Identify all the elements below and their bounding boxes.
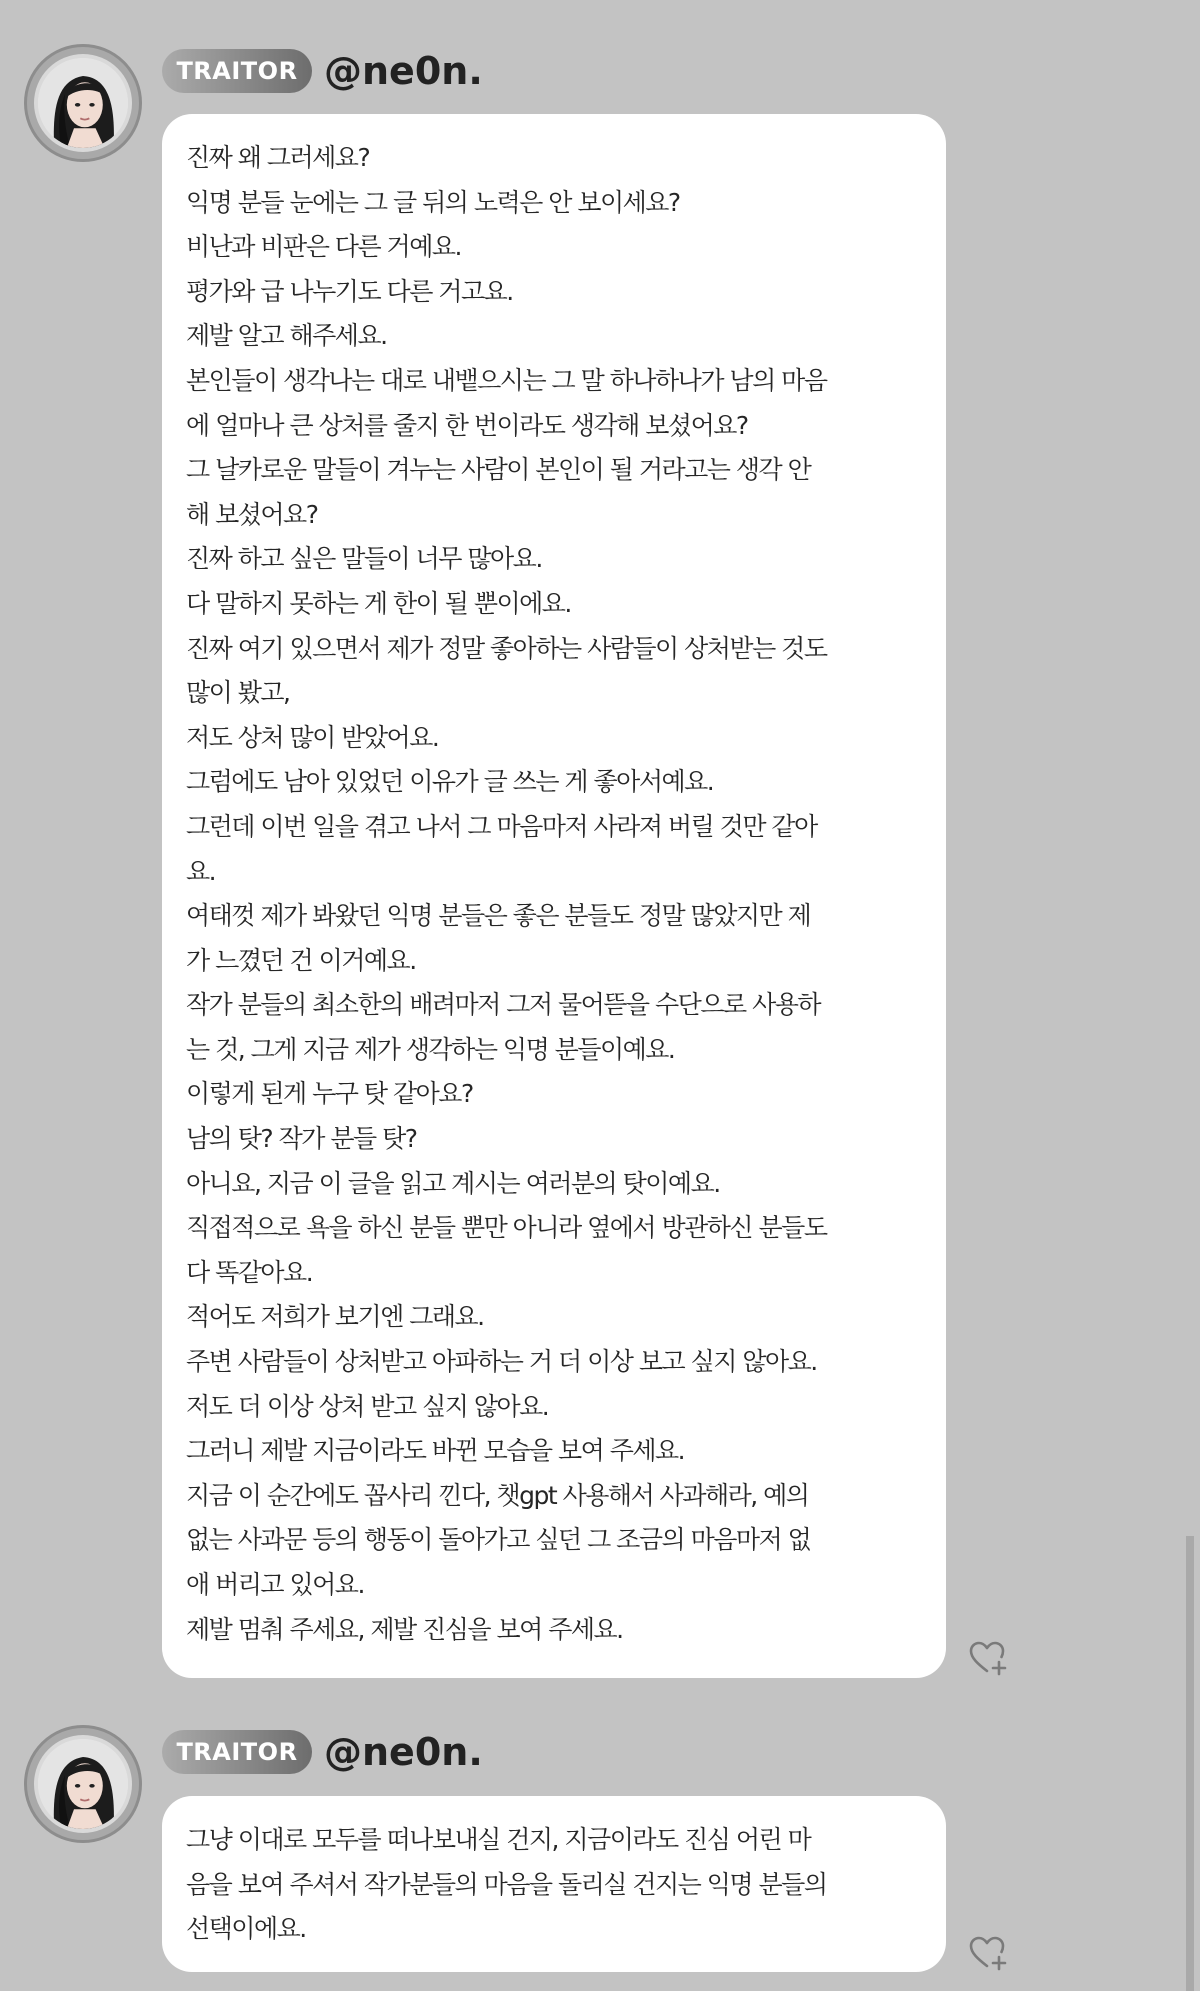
message-line: 요. xyxy=(186,856,216,886)
message-line: 적어도 저희가 보기엔 그래요. xyxy=(186,1302,484,1332)
username[interactable]: @ne0n. xyxy=(324,1730,483,1774)
message-line: 비난과 비판은 다른 거예요. xyxy=(186,232,461,262)
profile-photo xyxy=(38,58,128,148)
message-line: 제발 멈춰 주세요, 제발 진심을 보여 주세요. xyxy=(186,1614,623,1644)
profile-photo xyxy=(38,1739,128,1829)
message-line: 평가와 급 나누기도 다른 거고요. xyxy=(186,276,513,306)
message-line: 여태껏 제가 봐왔던 익명 분들은 좋은 분들도 정말 많았지만 제 xyxy=(186,901,811,931)
message-line: 선택이에요. xyxy=(186,1914,306,1944)
message-line: 작가 분들의 최소한의 배려마저 그저 물어뜯을 수단으로 사용하 xyxy=(186,990,821,1020)
message-line: 그런데 이번 일을 겪고 나서 그 마음마저 사라져 버릴 것만 같아 xyxy=(186,811,817,841)
message-line: 아니요, 지금 이 글을 읽고 계시는 여러분의 탓이예요. xyxy=(186,1168,720,1198)
message-line: 그러니 제발 지금이라도 바뀐 모습을 보여 주세요. xyxy=(186,1436,685,1466)
message-line: 는 것, 그게 지금 제가 생각하는 익명 분들이예요. xyxy=(186,1034,675,1064)
message-bubble xyxy=(162,114,946,1678)
message-line: 익명 분들 눈에는 그 글 뒤의 노력은 안 보이세요? xyxy=(186,187,680,217)
message-line: 본인들이 생각나는 대로 내뱉으시는 그 말 하나하나가 남의 마음 xyxy=(186,365,827,395)
message-line: 진짜 여기 있으면서 제가 정말 좋아하는 사람들이 상처받는 것도 xyxy=(186,633,827,663)
message-line: 제발 알고 해주세요. xyxy=(186,321,387,351)
heart-plus-icon[interactable] xyxy=(968,1640,1008,1676)
message-line: 가 느꼈던 건 이거예요. xyxy=(186,945,416,975)
message-line: 다 말하지 못하는 게 한이 될 뿐이에요. xyxy=(186,588,571,618)
message-line: 직접적으로 욕을 하신 분들 뿐만 아니라 옆에서 방관하신 분들도 xyxy=(186,1213,827,1243)
message-line: 진짜 하고 싶은 말들이 너무 많아요. xyxy=(186,544,542,574)
heart-plus-icon[interactable] xyxy=(968,1935,1008,1971)
message-line: 지금 이 순간에도 꼽사리 낀다, 챗gpt 사용해서 사과해라, 예의 xyxy=(186,1480,809,1510)
message-bubble xyxy=(162,1796,946,1972)
message-line: 그냥 이대로 모두를 떠나보내실 건지, 지금이라도 진심 어린 마 xyxy=(186,1825,811,1854)
message-line: 저도 더 이상 상처 받고 싶지 않아요. xyxy=(186,1391,549,1421)
message-line: 남의 탓? 작가 분들 탓? xyxy=(186,1124,417,1154)
username[interactable]: @ne0n. xyxy=(324,49,483,93)
message-line: 다 똑같아요. xyxy=(186,1257,313,1287)
avatar[interactable] xyxy=(24,44,142,162)
message-line: 애 버리고 있어요. xyxy=(186,1570,364,1599)
message-line: 없는 사과문 등의 행동이 돌아가고 싶던 그 조금의 마음마저 없 xyxy=(186,1525,811,1555)
role-badge: TRAITOR xyxy=(162,1730,312,1774)
message-line: 이렇게 된게 누구 탓 같아요? xyxy=(186,1079,473,1109)
message-line: 그 날카로운 말들이 겨누는 사람이 본인이 될 거라고는 생각 안 xyxy=(186,455,811,485)
message-line: 저도 상처 많이 받았어요. xyxy=(186,722,439,752)
message-line: 그럼에도 남아 있었던 이유가 글 쓰는 게 좋아서예요. xyxy=(186,767,714,797)
message-line: 주변 사람들이 상처받고 아파하는 거 더 이상 보고 싶지 않아요. xyxy=(186,1347,817,1377)
message-line: 많이 봤고, xyxy=(186,678,290,708)
message-line: 음을 보여 주셔서 작가분들의 마음을 돌리실 건지는 익명 분들의 xyxy=(186,1869,827,1899)
role-badge: TRAITOR xyxy=(162,49,312,93)
message-line: 에 얼마나 큰 상처를 줄지 한 번이라도 생각해 보셨어요? xyxy=(186,410,748,440)
avatar[interactable] xyxy=(24,1725,142,1843)
scrollbar[interactable] xyxy=(1186,1536,1194,1991)
message-line: 진짜 왜 그러세요? xyxy=(186,143,370,172)
message-line: 해 보셨어요? xyxy=(186,499,318,529)
